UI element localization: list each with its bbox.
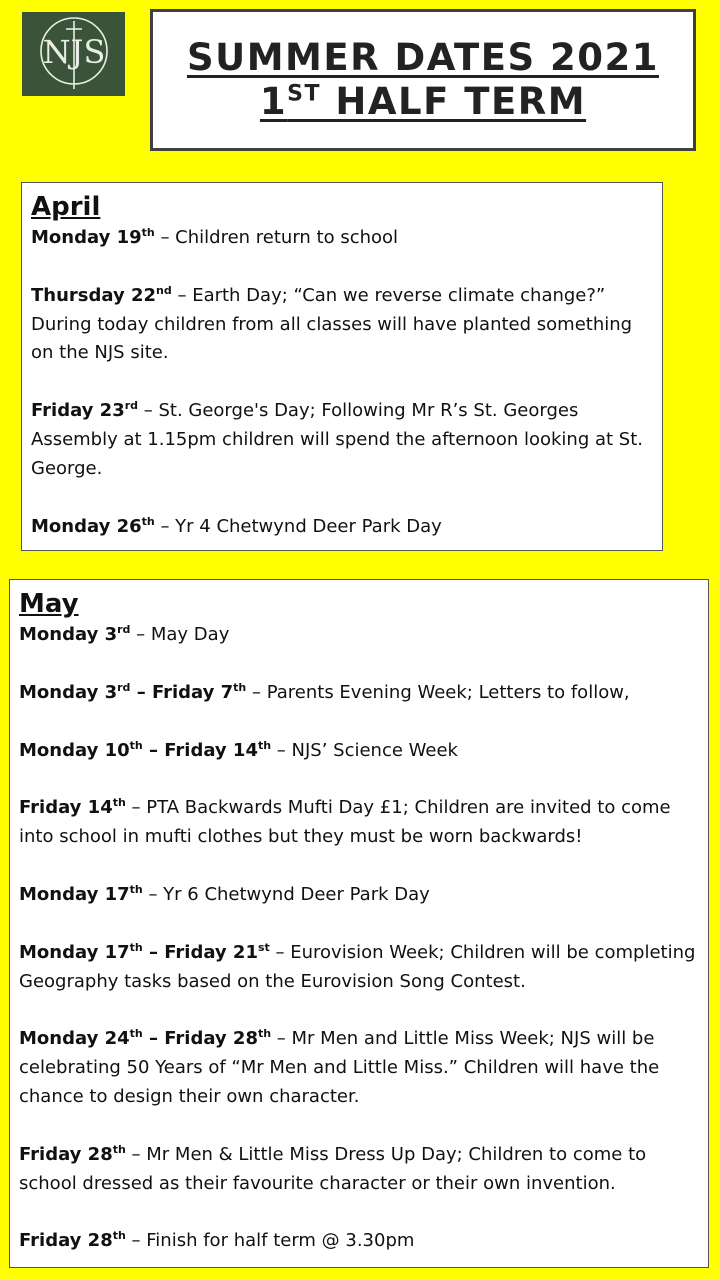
list-item: Monday 3rd – May Day xyxy=(19,623,230,645)
may-section xyxy=(9,579,709,1268)
list-item: Thursday 22nd – Earth Day; “Can we reverse climate change?” During today children from all classes will have planted something on the NJS site. xyxy=(31,283,633,364)
title-box xyxy=(150,9,696,151)
list-item: Friday 28th – Mr Men & Little Miss Dress Up Day; Children to come to school dressed as their favourite character or their own invention. xyxy=(19,1142,647,1194)
list-item: Monday 26th – Yr 4 Chetwynd Deer Park Day xyxy=(31,514,442,537)
list-item: Monday 24th – Friday 28th – Mr Men and Little Miss Week; NJS will be celebrating 50 Years of “Mr Men and Little Miss.” Children will have the chance to design their own character. xyxy=(19,1027,660,1107)
list-item: Monday 17th – Yr 6 Chetwynd Deer Park Day xyxy=(19,882,430,905)
list-item: Monday 3rd – Friday 7th – Parents Evening Week; Letters to follow, xyxy=(19,680,630,703)
list-item: Friday 28th – Finish for half term @ 3.30pm xyxy=(19,1229,415,1252)
month-heading-may: May xyxy=(19,589,79,619)
list-item: Monday 10th – Friday 14th – NJS’ Science Week xyxy=(19,738,458,761)
list-item: Friday 23rd – St. George's Day; Following Mr R’s St. Georges Assembly at 1.15pm children will spend the afternoon looking at St. George. xyxy=(31,399,643,479)
svg-text:NJS: NJS xyxy=(42,33,105,71)
njs-crest-icon xyxy=(29,15,119,93)
list-item: Monday 17th – Friday 21st – Eurovision Week; Children will be completing Geography tasks based on the Eurovision Song Contest. xyxy=(19,940,696,992)
april-section xyxy=(21,182,663,551)
list-item: Friday 14th – PTA Backwards Mufti Day £1; Children are invited to come into school in mufti clothes but they must be worn backwards! xyxy=(19,796,671,848)
title-line-1: SUMMER DATES 2021 xyxy=(187,36,659,79)
school-logo xyxy=(22,12,125,96)
title-line-2: 1ST HALF TERM xyxy=(259,80,587,123)
month-heading-april: April xyxy=(31,192,101,222)
list-item: Monday 19th – Children return to school xyxy=(31,226,399,248)
